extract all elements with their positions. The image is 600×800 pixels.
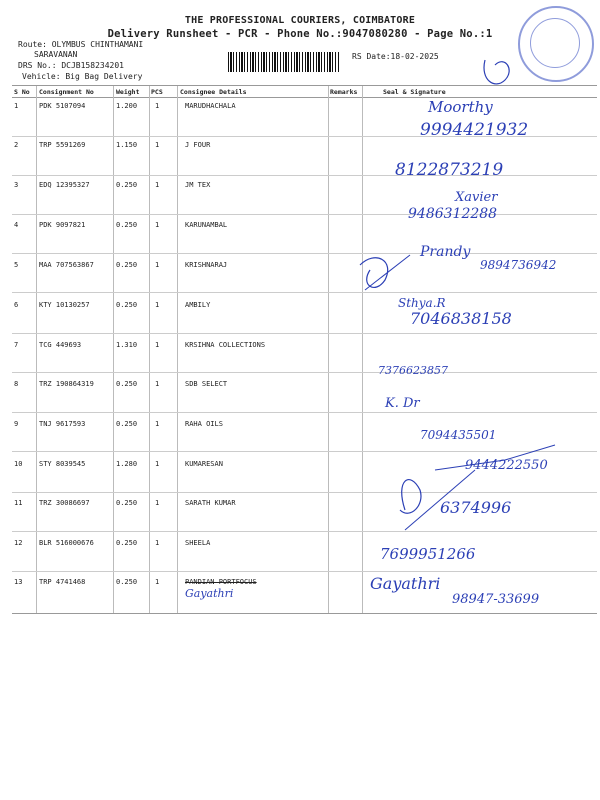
row-consignee: SARATH KUMAR	[185, 499, 236, 507]
signature-strokes	[355, 40, 595, 560]
row-sno: 2	[14, 141, 19, 149]
row-sno: 9	[14, 420, 19, 428]
row-consignment: STY 8039545	[39, 460, 86, 468]
row-pcs: 1	[155, 102, 160, 110]
row-consignee: KUMARESAN	[185, 460, 223, 468]
row-consignment: TNJ 9617593	[39, 420, 86, 428]
row-weight: 1.280	[116, 460, 138, 468]
row-consignment: EDQ 12395327	[39, 181, 90, 189]
row-pcs: 1	[155, 221, 160, 229]
row-weight: 0.250	[116, 181, 138, 189]
row-consignment: TRZ 30086697	[39, 499, 90, 507]
row-weight: 1.200	[116, 102, 138, 110]
row-consignee: J FOUR	[185, 141, 211, 149]
col-header-consignee: Consignee Details	[180, 88, 247, 96]
row-weight: 0.250	[116, 420, 138, 428]
row-consignee: KARUNAMBAL	[185, 221, 228, 229]
handwritten-phone: 7046838158	[410, 309, 512, 328]
handwritten-phone: 6374996	[440, 498, 512, 517]
handwritten-phone: 9444222550	[465, 458, 548, 473]
handwritten-phone: 8122873219	[395, 160, 504, 180]
row-consignment: MAA 707563867	[39, 261, 94, 269]
row-consignee: PANDIAN PORTFOCUS	[185, 578, 257, 586]
table-bottom-border	[12, 613, 597, 614]
row-sno: 6	[14, 301, 19, 309]
vehicle-label: Vehicle: Big Bag Delivery	[22, 72, 143, 81]
handwritten-signature: K. Dr	[385, 396, 420, 411]
row-weight: 1.310	[116, 341, 138, 349]
row-consignment: PDK 9097821	[39, 221, 86, 229]
row-weight: 0.250	[116, 380, 138, 388]
handwritten-signature: Moorthy	[428, 98, 493, 116]
row-consignment: BLR 516000676	[39, 539, 94, 547]
row-weight: 0.250	[116, 301, 138, 309]
company-title: THE PROFESSIONAL COURIERS, COIMBATORE	[184, 15, 416, 26]
route-label: Route: OLYMBUS CHINTHAMANI	[18, 40, 144, 49]
handwritten-phone: 7094435501	[420, 428, 497, 442]
handwritten-phone: 9486312288	[408, 206, 498, 222]
row-sno: 13	[14, 578, 23, 586]
row-pcs: 1	[155, 141, 160, 149]
agent-name: SARAVANAN	[34, 50, 78, 59]
row-sno: 12	[14, 539, 23, 547]
row-weight: 0.250	[116, 499, 138, 507]
row-consignee: RAHA OILS	[185, 420, 223, 428]
row-pcs: 1	[155, 460, 160, 468]
row-pcs: 1	[155, 380, 160, 388]
row-pcs: 1	[155, 181, 160, 189]
row-weight: 0.250	[116, 221, 138, 229]
col-header-remarks: Remarks	[330, 88, 358, 96]
row-weight: 1.150	[116, 141, 138, 149]
row-consignee: KRISHNARAJ	[185, 261, 228, 269]
row-consignee: JM TEX	[185, 181, 211, 189]
handwritten-phone: 7699951266	[380, 545, 476, 563]
col-header-signature: Seal & Signature	[383, 88, 446, 96]
row-pcs: 1	[155, 578, 160, 586]
row-pcs: 1	[155, 261, 160, 269]
col-header-consignment: Consignment No	[39, 88, 94, 96]
row-weight: 0.250	[116, 261, 138, 269]
drs-number: DRS No.: DCJB158234201	[18, 61, 124, 70]
row-consignment: PDK 5107094	[39, 102, 86, 110]
barcode	[228, 52, 340, 72]
row-sno: 7	[14, 341, 19, 349]
handwritten-phone: 9894736942	[480, 258, 557, 272]
handwritten-phone: 7376623857	[378, 364, 448, 377]
row-sno: 8	[14, 380, 19, 388]
row-pcs: 1	[155, 539, 160, 547]
row-consignment: TRP 4741468	[39, 578, 86, 586]
handwritten-phone: 9994421932	[420, 120, 529, 140]
row-pcs: 1	[155, 499, 160, 507]
col-header-weight: Weight	[116, 88, 140, 96]
row-consignee: KRSIHNA COLLECTIONS	[185, 341, 266, 349]
row-sno: 11	[14, 499, 23, 507]
row-sno: 4	[14, 221, 19, 229]
row-consignee: SDB SELECT	[185, 380, 228, 388]
handwritten-signature: Xavier	[455, 190, 498, 205]
row-sno: 3	[14, 181, 19, 189]
row-consignee: MARUDHACHALA	[185, 102, 236, 110]
row-pcs: 1	[155, 420, 160, 428]
row-sno: 1	[14, 102, 19, 110]
handwritten-signature: Gayathri	[370, 574, 441, 593]
row-consignment: KTY 10130257	[39, 301, 90, 309]
handwritten-phone: 98947-33699	[452, 592, 540, 607]
row-sno: 10	[14, 460, 23, 468]
col-header-pcs: PCS	[151, 88, 163, 96]
row-consignment: TRZ 190864319	[39, 380, 94, 388]
row-consignee: AMBILY	[185, 301, 211, 309]
row-consignment: TRP 5591269	[39, 141, 86, 149]
handwritten-signature: Prandy	[420, 244, 471, 260]
row-divider	[12, 571, 597, 572]
row-weight: 0.250	[116, 578, 138, 586]
handwritten-signature: Sthya.R	[398, 296, 446, 310]
row-consignment: TCG 449693	[39, 341, 82, 349]
runsheet-subtitle: Delivery Runsheet - PCR - Phone No.:9047080280 - Page No.:1	[107, 28, 493, 40]
handwritten-name: Gayathri	[185, 587, 234, 600]
row-pcs: 1	[155, 301, 160, 309]
row-sno: 5	[14, 261, 19, 269]
row-consignee: SHEELA	[185, 539, 211, 547]
rs-date: RS Date:18-02-2025	[352, 52, 439, 61]
row-weight: 0.250	[116, 539, 138, 547]
col-header-sno: S No	[14, 88, 30, 96]
row-pcs: 1	[155, 341, 160, 349]
